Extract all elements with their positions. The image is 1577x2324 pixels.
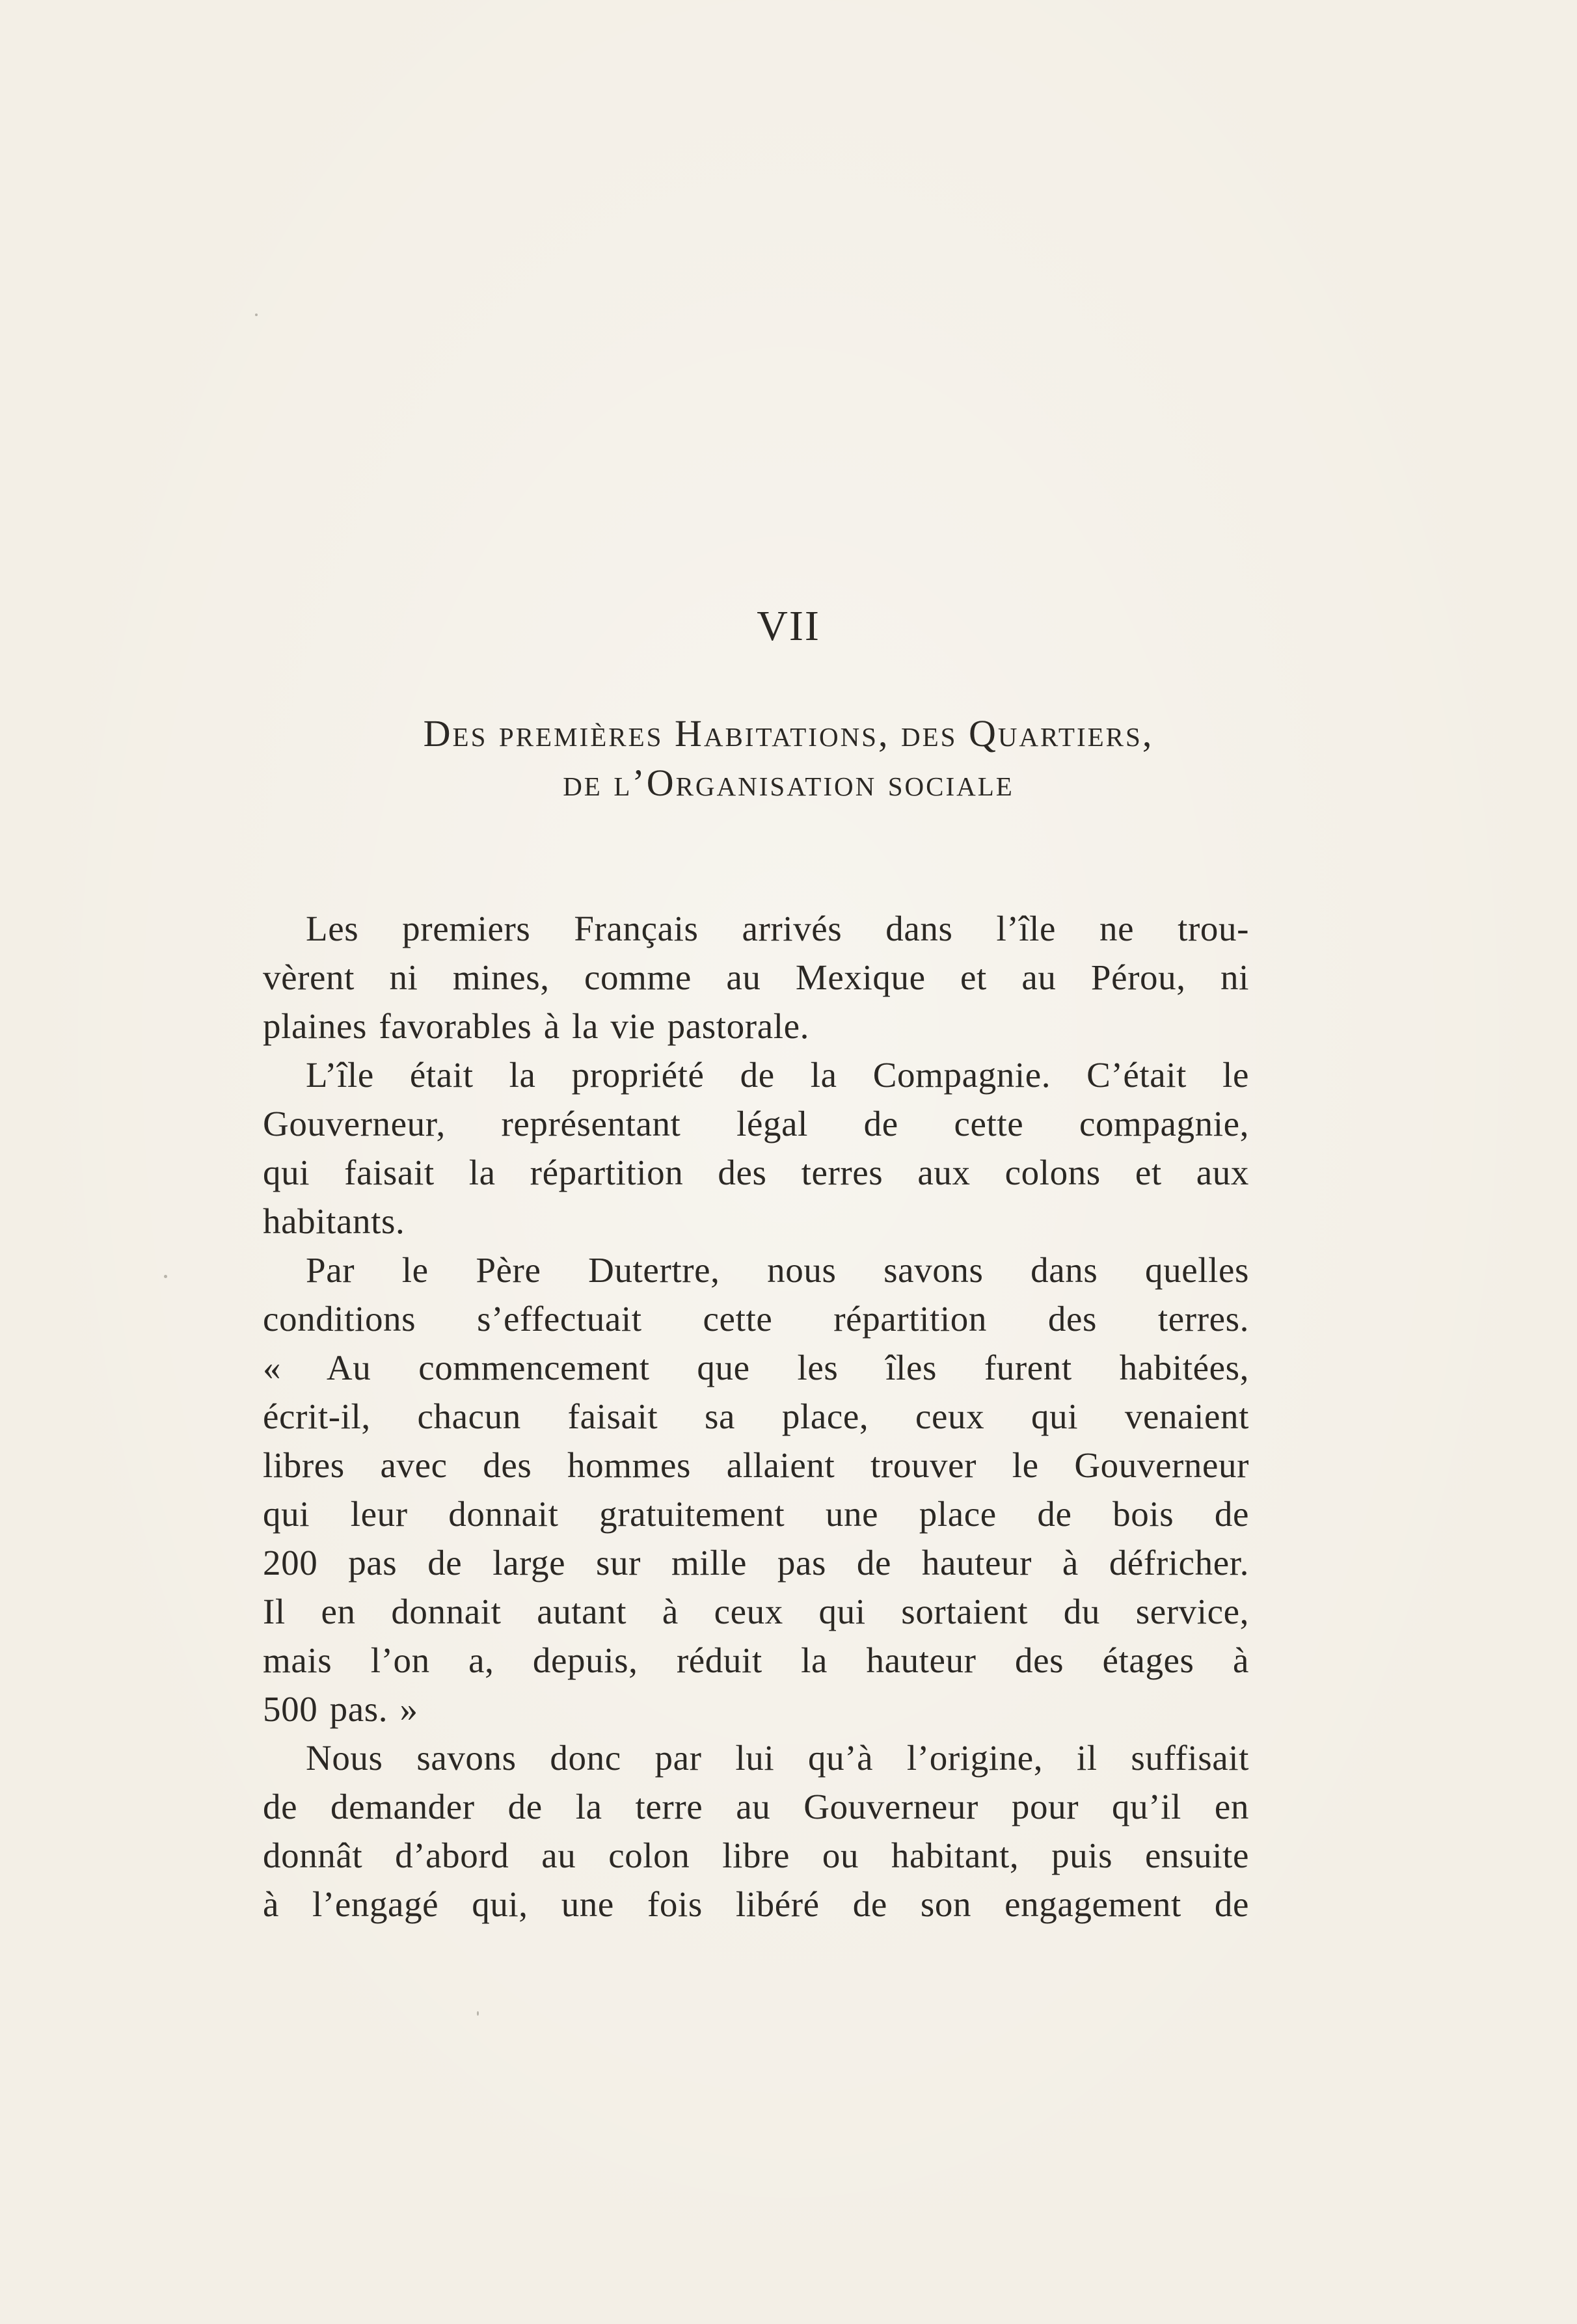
body-line: Nous savons donc par lui qu’à l’origine, il suffisait [306,1738,1249,1778]
body-line: Les premiers Français arrivés dans l’île ne trou- [306,909,1249,948]
paper-speck [255,314,258,316]
body-line: libres avec des hommes allaient trouver le Gouverneur [263,1445,1249,1485]
body-line: L’île était la propriété de la Compagnie. C’était le [306,1055,1249,1095]
body-line: plaines favorables à la vie pastorale. [263,1006,809,1046]
chapter-title [0,709,1577,808]
body-line: vèrent ni mines, comme au Mexique et au Pérou, ni [263,957,1249,997]
chapter-title-line: de l’Organisation sociale [563,762,1014,804]
chapter-title-line: Des premières Habitations, des Quartiers, [423,712,1154,755]
body-line: Gouverneur, représentant légal de cette compagnie, [263,1104,1249,1143]
body-line: Il en donnait autant à ceux qui sortaient du service, [263,1592,1249,1631]
body-line: « Au commencement que les îles furent habitées, [263,1348,1249,1387]
body-line: 200 pas de large sur mille pas de hauteur à défricher. [263,1543,1249,1583]
body-line: écrit-il, chacun faisait sa place, ceux qui venaient [263,1396,1249,1436]
body-line: donnât d’abord au colon libre ou habitant, puis ensuite [263,1836,1249,1875]
body-line: de demander de la terre au Gouverneur pour qu’il en [263,1787,1249,1826]
paper-speck [477,2011,479,2016]
body-line: Par le Père Dutertre, nous savons dans quelles [306,1250,1249,1290]
body-line: qui leur donnait gratuitement une place de bois de [263,1494,1249,1534]
body-line: habitants. [263,1201,405,1241]
body-text [263,904,1249,1929]
body-line: conditions s’effectuait cette répartition des terres. [263,1299,1249,1339]
body-line: à l’engagé qui, une fois libéré de son engagement de [263,1884,1249,1924]
body-line: mais l’on a, depuis, réduit la hauteur des étages à [263,1640,1249,1680]
body-line: qui faisait la répartition des terres aux colons et aux [263,1153,1249,1192]
paper-speck [164,1275,167,1278]
chapter-number: VII [757,602,820,650]
body-line: 500 pas. » [263,1689,418,1729]
